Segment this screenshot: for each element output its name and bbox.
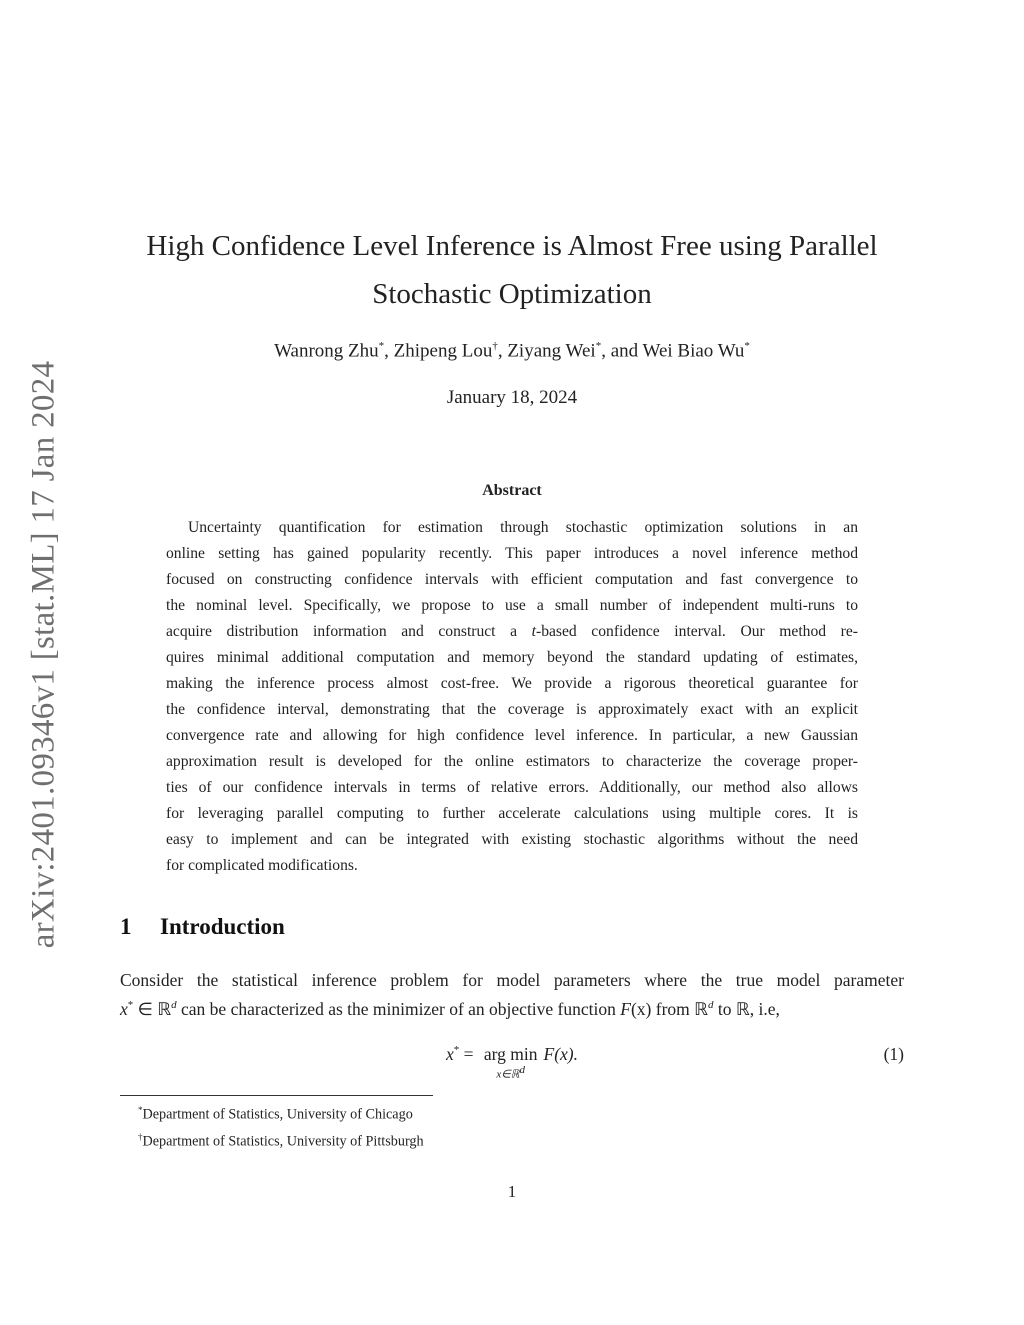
- math-x: x: [120, 999, 128, 1019]
- arxiv-identifier-text: arXiv:2401.09346v1 [stat.ML] 17 Jan 2024: [25, 360, 62, 948]
- page-number: 1: [507, 1182, 517, 1201]
- argmin-operator: [484, 1044, 538, 1081]
- affiliation-mark: *: [744, 340, 750, 352]
- intro-line: [120, 995, 904, 1024]
- author-separator: ,: [497, 340, 508, 362]
- eq-lhs: x: [445, 1044, 454, 1064]
- author-separator: , and: [601, 340, 643, 362]
- abstract-line: easy to implement and can be integrated with existing stochastic algorithms without the need: [166, 831, 858, 848]
- intro-text: can be characterized as the minimizer of an objective function: [176, 999, 621, 1019]
- abstract-heading: Abstract: [482, 482, 542, 499]
- eq-lhs-superscript: *: [453, 1044, 460, 1056]
- author-separator: ,: [384, 340, 394, 362]
- abstract-line: the nominal level. Specifically, we propose to use a small number of independent multi-runs to: [166, 597, 858, 614]
- affiliation-mark: *: [595, 340, 602, 352]
- footnote-mark: *: [138, 1105, 143, 1115]
- argmin-subscript-text: x∈ℝ: [496, 1068, 520, 1081]
- math-in-reals: ∈ ℝ: [133, 999, 172, 1019]
- footnotes: [138, 1099, 424, 1152]
- section-heading-introduction: [120, 914, 285, 940]
- abstract-line: convergence rate and allowing for high confidence level inference. In particular, a new Gaussian: [166, 727, 858, 744]
- math-arg: (x): [630, 999, 652, 1019]
- abstract-line: online setting has gained popularity recently. This paper introduces a novel inference method: [166, 545, 858, 562]
- footnote-mark: †: [138, 1131, 143, 1142]
- abstract-line: for leveraging parallel computing to further accelerate calculations using multiple cores. It is: [166, 805, 858, 822]
- title-line-2: Stochastic Optimization: [372, 278, 652, 310]
- abstract-line: for complicated modifications.: [166, 857, 358, 874]
- equation-1: [120, 1044, 904, 1090]
- math-t-symbol: t: [531, 623, 536, 640]
- author-name: Wei Biao Wu: [642, 340, 745, 362]
- abstract-body: [166, 515, 858, 879]
- footnote-divider: [120, 1095, 433, 1096]
- arxiv-identifier-stamp: [20, 354, 68, 954]
- equation-number: (1): [883, 1044, 904, 1064]
- section-title: Introduction: [160, 914, 285, 939]
- author-name: Zhipeng Lou: [393, 340, 493, 362]
- math-superscript: d: [708, 999, 714, 1012]
- math-F: F: [620, 999, 631, 1019]
- math-superscript: d: [171, 999, 177, 1012]
- abstract-line-part: acquire distribution information and construct a: [166, 623, 532, 640]
- argmin-subscript: [496, 1064, 525, 1081]
- abstract-line: Uncertainty quantification for estimation through stochastic optimization solutions in an: [188, 519, 858, 536]
- argmin-subscript-sup: d: [519, 1064, 526, 1076]
- abstract-line: approximation result is developed for the online estimators to characterize the coverage proper-: [166, 753, 858, 770]
- abstract-line: [166, 619, 858, 645]
- abstract-line: making the inference process almost cost-free. We provide a rigorous theoretical guarantee for: [166, 675, 858, 692]
- affiliation-mark: †: [492, 340, 498, 352]
- footnote-text: Department of Statistics, University of Chicago: [142, 1106, 413, 1123]
- eq-equals: =: [459, 1044, 478, 1064]
- author-name: Ziyang Wei: [507, 340, 596, 362]
- author-name: Wanrong Zhu: [274, 340, 379, 362]
- footnote-text: Department of Statistics, University of Pittsburgh: [142, 1133, 424, 1150]
- abstract-line: ties of our confidence intervals in terms of relative errors. Additionally, our method also allows: [166, 779, 858, 796]
- equation-body: [120, 1044, 904, 1081]
- footnote: [138, 1126, 424, 1153]
- abstract-line: the confidence interval, demonstrating that the coverage is approximately exact with an explicit: [166, 701, 858, 718]
- paper-title: [120, 222, 904, 318]
- abstract-line-part: -based confidence interval. Our method re-: [536, 623, 858, 640]
- intro-text: to ℝ, i.e,: [713, 999, 780, 1019]
- author-list: [120, 340, 904, 362]
- introduction-paragraph: [120, 966, 904, 1024]
- title-line-1: High Confidence Level Inference is Almost Free using Parallel: [146, 230, 878, 262]
- math-superscript: *: [127, 999, 134, 1012]
- abstract-line: focused on constructing confidence intervals with efficient computation and fast convergence to: [166, 571, 858, 588]
- affiliation-mark: *: [378, 340, 385, 352]
- publication-date: January 18, 2024: [446, 387, 578, 408]
- eq-rhs: F(x).: [543, 1044, 579, 1064]
- footnote: [138, 1099, 424, 1126]
- abstract-line: quires minimal additional computation and memory beyond the standard updating of estimates,: [166, 649, 858, 666]
- intro-line: Consider the statistical inference problem for model parameters where the true model parameter: [120, 970, 904, 990]
- intro-text: from ℝ: [651, 999, 709, 1019]
- section-number: 1: [120, 914, 132, 939]
- argmin-label: arg min: [483, 1044, 538, 1064]
